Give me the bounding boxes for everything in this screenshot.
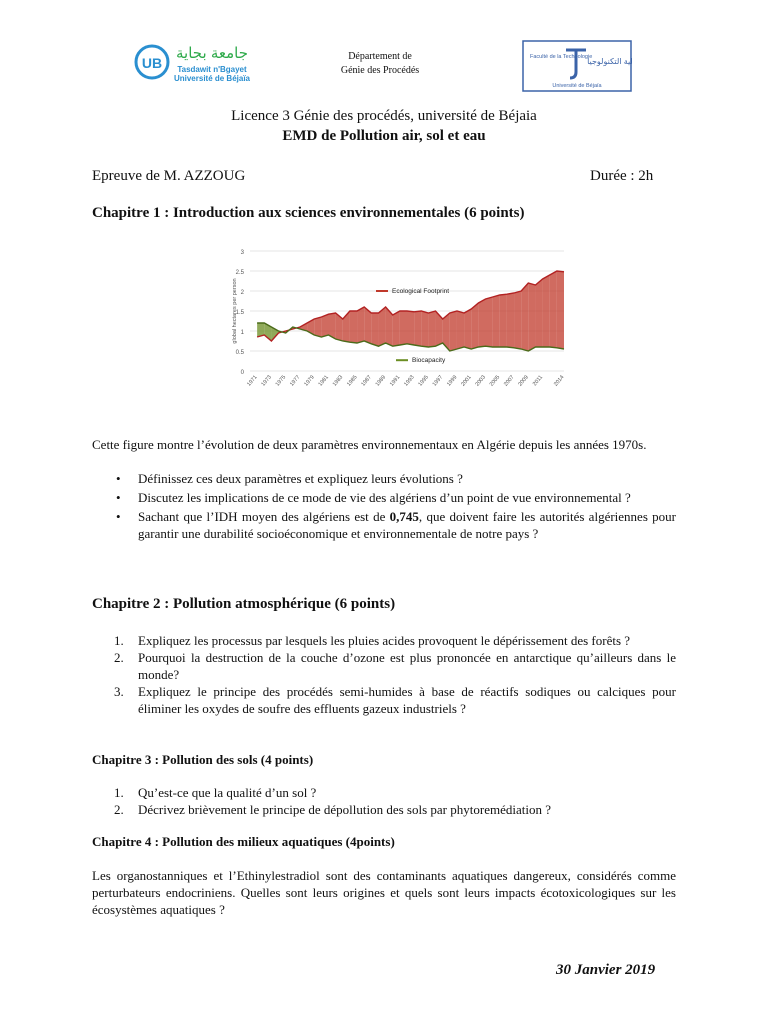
x-tick-label: 1983 (331, 374, 345, 388)
faculty-logo (522, 40, 632, 92)
title-line1: Licence 3 Génie des procédés, université de Béjaia (231, 108, 537, 124)
x-tick-label: 1981 (317, 374, 331, 388)
x-tick-label: 2001 (460, 374, 473, 388)
x-tick-label: 1973 (260, 374, 273, 388)
university-logo (134, 40, 252, 86)
x-tick-label: 2007 (503, 374, 516, 388)
area-segment (371, 313, 378, 346)
question-item: • Définissez ces deux paramètres et expliquez leurs évolutions ? (116, 471, 463, 486)
area-segment (493, 295, 500, 347)
area-segment (450, 311, 457, 351)
chapter4-text: Les organostanniques et l’Ethinylestradiol sont des contaminants aquatiques dangereux, considérés comme perturbateurs endocriniens. Quelles sont leurs origines et quels sont leurs impacts écotoxicologiques sur les écosystèmes aquatiques ? (92, 868, 676, 917)
area-segment (321, 314, 328, 337)
area-segment (500, 294, 507, 347)
area-segment (457, 311, 464, 349)
logo-left-line2: Université de Béjaïa (173, 74, 251, 83)
exam-date: 30 Janvier 2019 (556, 962, 656, 978)
x-tick-label: 1979 (303, 374, 316, 388)
y-tick-label: 2.5 (235, 270, 244, 276)
logo-left-arabic: جامعة بجاية (176, 45, 248, 62)
area-segment (350, 311, 357, 343)
x-tick-label: 1971 (246, 374, 259, 388)
chapter1-heading: Chapitre 1 : Introduction aux sciences environnementales (6 points) (92, 205, 525, 221)
y-tick-label: 0 (240, 370, 244, 376)
x-tick-label: 1993 (403, 374, 416, 388)
chapter1-questions (92, 470, 676, 542)
chapter4-heading: Chapitre 4 : Pollution des milieux aquatiques (4points) (92, 834, 395, 849)
legend-label-footprint: Ecological Footprint (392, 288, 450, 295)
y-tick-label: 1.5 (235, 310, 244, 316)
x-tick-label: 1997 (431, 374, 445, 388)
bullet-icon: • (116, 490, 121, 505)
y-tick-label: 3 (240, 250, 244, 256)
area-segment (528, 283, 535, 351)
area-segment (464, 309, 471, 349)
area-segment (428, 311, 435, 347)
x-tick-label: 2011 (531, 374, 545, 388)
area-segment (486, 297, 493, 347)
area-segment (414, 311, 421, 346)
x-tick-label: 1987 (360, 374, 373, 388)
x-tick-label: 1995 (417, 374, 430, 388)
question-item: • Discutez les implications de ce mode de vie des algériens d’un point de vue environnemental ? (116, 490, 631, 505)
area-segment (543, 275, 550, 347)
area-segment (407, 311, 414, 345)
idh-value: 0,745 (389, 509, 419, 524)
department (300, 50, 460, 78)
area-segment (550, 271, 557, 348)
area-segment (557, 271, 564, 349)
x-tick-label: 1991 (388, 374, 402, 388)
area-segment (471, 303, 478, 349)
area-segment (514, 291, 521, 349)
duration: Durée : 2h (590, 168, 654, 184)
x-tick-label: 2009 (517, 374, 530, 388)
svg-text:UB: UB (141, 55, 163, 71)
area-segment (421, 311, 428, 347)
area-segment (436, 311, 443, 346)
area-segment (521, 283, 528, 351)
question-item: 2. Pourquoi la destruction de la couche d’ozone est plus prononcée en antarctique qu’ailleurs dans le monde? (114, 650, 676, 682)
question-item: 1. Expliquez les processus par lesquels les pluies acides provoquent le dépérissement des forêts ? (114, 633, 631, 648)
bullet-icon: • (116, 509, 121, 524)
x-tick-label: 1975 (274, 374, 288, 388)
chapter2-questions (92, 632, 676, 717)
area-segment (507, 293, 514, 348)
area-segment (478, 299, 485, 347)
bullet-icon: • (116, 471, 121, 486)
area-segment (393, 311, 400, 346)
logo-left-line1: Tasdawit n'Bgayet (177, 65, 247, 74)
x-tick-label: 1985 (346, 374, 359, 388)
logo-right-text1: Faculté de la Technologie (530, 54, 593, 60)
legend-label-biocapacity: Biocapacity (412, 357, 446, 365)
area-segment (400, 311, 407, 345)
area-segment (535, 279, 542, 347)
dept-line1: Département de (348, 51, 412, 62)
y-tick-label: 2 (240, 290, 244, 296)
area-segment (314, 317, 321, 337)
y-tick-label: 0.5 (235, 350, 244, 356)
footprint-chart (228, 243, 570, 415)
x-tick-label: 2005 (488, 374, 502, 388)
dept-line2: Génie des Procédés (340, 65, 420, 76)
question-item: 2. Décrivez brièvement le principe de dépollution des sols par phytoremédiation ? (114, 802, 551, 817)
x-tick-label: 1999 (446, 374, 459, 388)
chapter1-intro: Cette figure montre l’évolution de deux paramètres environnementaux en Algérie depuis les années 1970s. (92, 437, 647, 452)
question-item: • Sachant que l’IDH moyen des algériens est de 0,745, que doivent faire les autorités algériennes pour garantir une durabilité socioéconomique et environnementale de notre pays ? (116, 509, 676, 541)
x-tick-label: 1977 (289, 374, 302, 388)
y-axis-label: global hectares per person (232, 278, 238, 344)
x-tick-label: 2014 (553, 374, 566, 388)
x-tick-label: 1989 (374, 374, 388, 388)
chapter3-heading: Chapitre 3 : Pollution des sols (4 points) (92, 752, 314, 767)
logo-right-bottom: Université de Béjaïa (552, 83, 602, 89)
examiner: Epreuve de M. AZZOUG (92, 168, 246, 184)
title-line2: EMD de Pollution air, sol et eau (282, 128, 486, 144)
logo-right-arabic: كلية التكنولوجيا (587, 57, 632, 66)
x-tick-label: 2003 (474, 374, 488, 388)
area-segment (357, 307, 364, 343)
question-item: 3. Expliquez le principe des procédés semi-humides à base de réactifs sodiques ou calciques pour éliminer les oxydes de soufre des effluents gazeux industriels ? (114, 684, 676, 716)
y-tick-label: 1 (240, 330, 244, 336)
question-item: 1. Qu’est-ce que la qualité d’un sol ? (114, 785, 317, 800)
chapter3-questions (92, 784, 676, 818)
chapter2-heading: Chapitre 2 : Pollution atmosphérique (6 points) (92, 596, 396, 612)
